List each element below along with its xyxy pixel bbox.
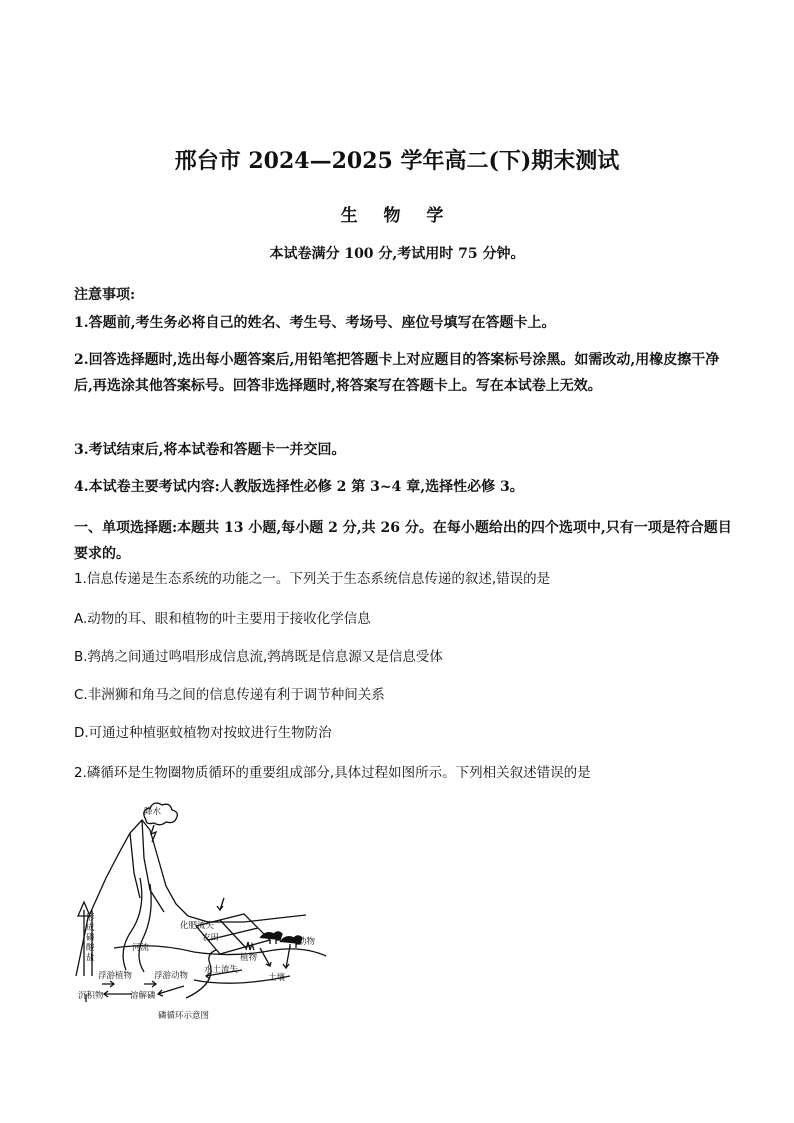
label-dissolved-p: 溶解磷 xyxy=(130,991,156,1001)
label-erosion: 水土流失 xyxy=(204,965,239,975)
subject-title: 生 物 学 xyxy=(340,206,454,226)
label-farmland: 农田 xyxy=(202,933,220,943)
label-rain: 降水 xyxy=(144,807,162,817)
notice-item-4: 4.本试卷主要考试内容:人教版选择性必修 2 第 3~4 章,选择性必修 3。 xyxy=(74,479,524,495)
notice-heading: 注意事项: xyxy=(74,287,136,303)
notice-item-1: 1.答题前,考生务必将自己的姓名、考生号、考场号、座位号填写在答题卡上。 xyxy=(74,315,556,331)
question-2-stem: 2.磷循环是生物圈物质循环的重要组成部分,具体过程如图所示。下列相关叙述错误的是 xyxy=(74,765,591,781)
question-1-option-c: C.非洲狮和角马之间的信息传递有利于调节种间关系 xyxy=(74,687,385,703)
exam-meta: 本试卷满分 100 分,考试用时 75 分钟。 xyxy=(269,246,525,262)
diagram-caption: 磷循环示意图 xyxy=(158,1011,210,1021)
label-animals: 动物 xyxy=(298,937,316,947)
question-1-option-d: D.可通过种植驱蚊植物对按蚊进行生物防治 xyxy=(74,725,332,741)
question-1-option-b: B.鹁鸪之间通过鸣唱形成信息流,鹁鸪既是信息源又是信息受体 xyxy=(74,649,443,665)
label-rock-2: 成 xyxy=(86,923,95,933)
question-1-option-a: A.动物的耳、眼和植物的叶主要用于接收化学信息 xyxy=(74,611,371,627)
label-plants: 植物 xyxy=(240,953,258,963)
notice-item-2: 2.回答选择题时,选出每小题答案后,用铅笔把答题卡上对应题目的答案标号涂黑。如需改动,用橡皮擦干净后,再选涂其他答案标号。回答非选择题时,将答案写在答题卡上。写在本试卷上无效。 xyxy=(74,352,720,394)
label-soil: 土壤 xyxy=(268,973,286,983)
question-1-stem: 1.信息传递是生态系统的功能之一。下列关于生态系统信息传递的叙述,错误的是 xyxy=(74,571,551,587)
label-phytoplankton: 浮游植物 xyxy=(98,971,133,981)
section-heading: 一、单项选择题:本题共 13 小题,每小题 2 分,共 26 分。在每小题给出的四个选项中,只有一项是符合题目要求的。 xyxy=(74,520,732,562)
phosphorus-cycle-diagram xyxy=(74,798,334,1023)
label-rock-3: 磷 xyxy=(86,933,95,943)
label-rock-5: 盐 xyxy=(86,953,95,963)
exam-title: 邢台市 2024—2025 学年高二(下)期末测试 xyxy=(174,148,620,174)
label-sediment: 沉积物 xyxy=(78,991,104,1001)
label-river: 河流 xyxy=(132,943,150,953)
label-fertilizer-loss: 化肥流失 xyxy=(180,921,215,931)
notice-item-3: 3.考试结束后,将本试卷和答题卡一并交回。 xyxy=(74,442,346,458)
label-rock-1: 形 xyxy=(86,913,95,923)
label-zooplankton: 浮游动物 xyxy=(154,971,189,981)
label-rock-4: 酸 xyxy=(86,943,95,953)
